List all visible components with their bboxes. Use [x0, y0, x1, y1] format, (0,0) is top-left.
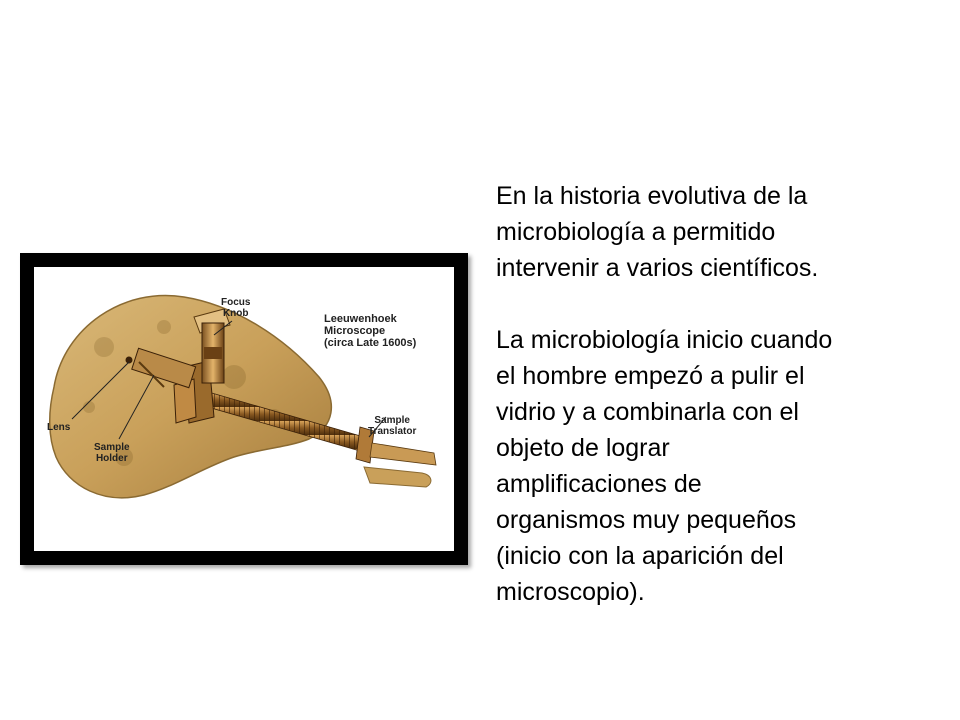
microscope-image-frame	[20, 253, 468, 565]
microscope-caption: Leeuwenhoek Microscope (circa Late 1600s)	[324, 313, 417, 349]
paragraph-origin: La microbiología inicio cuando el hombre empezó a pulir el vidrio y a combinarla con el objeto de lograr amplificaciones de organismos muy pequeños (inicio con la aparición del microscopio).	[496, 326, 833, 606]
sample-holder-label: Sample Holder	[94, 442, 130, 464]
focus-knob-label: Focus Knob	[221, 297, 251, 319]
lens-label: Lens	[47, 422, 71, 433]
paragraph-history: En la historia evolutiva de la microbiología a permitido intervenir a varios científicos.	[496, 182, 819, 282]
slide-text	[496, 178, 946, 610]
plate-handle	[364, 467, 431, 487]
microscope-illustration	[34, 267, 454, 551]
sample-translator-label: Sample Translator	[368, 415, 417, 437]
